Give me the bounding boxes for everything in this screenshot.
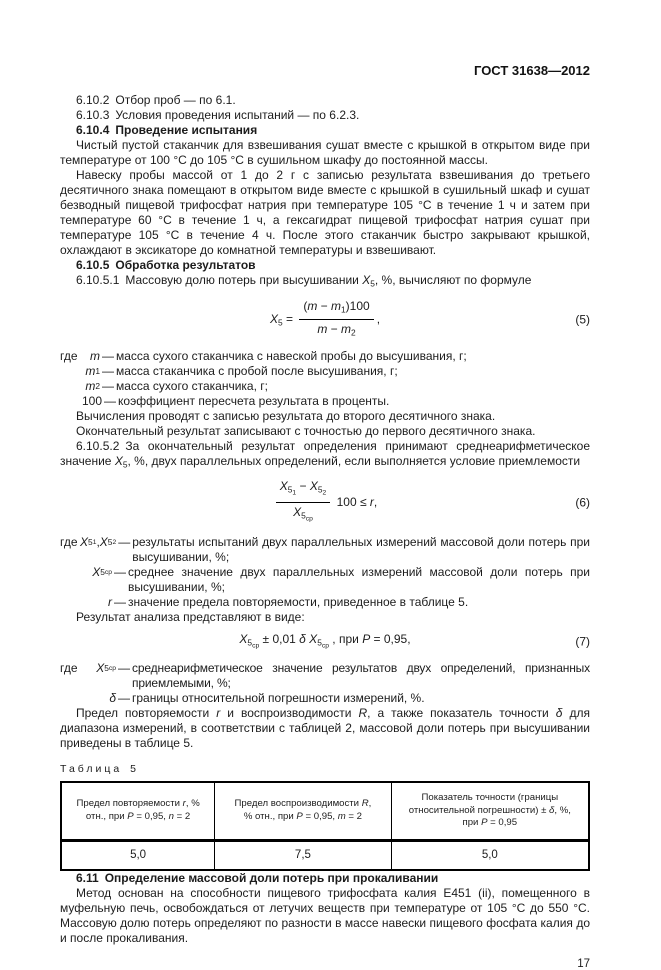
- where-word: где: [60, 661, 78, 676]
- where-word: где: [60, 534, 78, 549]
- term: X 5 ср: [92, 564, 112, 579]
- term: r: [108, 594, 112, 609]
- table-5-header-accuracy: Показатель точности (границы относительной погрешности) ± δ, %, при P = 0,95: [391, 782, 589, 840]
- term: X 5 ср: [96, 661, 116, 676]
- formula-6-number: (6): [575, 495, 590, 510]
- table-5-header-reproducibility: Предел воспроизводимости R, % отн., при P = 0,95, m = 2: [215, 782, 391, 840]
- definition: результаты испытаний двух параллельных измерений массовой доли потерь при высушивании, %;: [132, 534, 590, 564]
- term: m: [90, 348, 100, 363]
- table-5-value-reproducibility: 7,5: [215, 840, 391, 870]
- formula-7-expression: $X_{5ср} \pm 0,01$ δ $X_{5ср}$ , при P = 0,95,: [239, 631, 411, 650]
- table-5-header-repeatability: Предел повторяемости r, % отн., при P = 0,95, n = 2: [61, 782, 215, 840]
- definition-row: [60, 349, 590, 364]
- page-number: 17: [577, 957, 590, 970]
- where-list-formula-6: [60, 535, 590, 610]
- formula-6-expression: $\frac{X_{51} - X_{52}}{X_{5ср}}$ 100 ≤ r,: [273, 479, 378, 527]
- where-list-formula-7: [60, 661, 590, 706]
- definition-row: [60, 364, 590, 379]
- formula-7: [60, 632, 590, 653]
- note-calculation-precision: Вычисления проводят с записью результата до второго десятичного знака.: [76, 408, 496, 423]
- table-5: [60, 781, 590, 871]
- table-row: [61, 840, 589, 870]
- formula-6: [60, 479, 590, 527]
- dash: —: [118, 691, 130, 706]
- definition-row: [60, 595, 590, 610]
- definition-row: [60, 691, 590, 706]
- term: 100: [82, 393, 103, 408]
- paragraph-limits-reference: Предел повторяемости r и воспроизводимости R, а также показатель точности δ для диапазона измерений, в соответствии с таблицей 2, массовой доли потерь при высушивании приведены в таблице 5.: [60, 706, 590, 751]
- note-result-precision: Окончательный результат записывают с точностью до первого десятичного знака.: [76, 423, 536, 438]
- dash: —: [118, 661, 130, 676]
- table-5-value-accuracy: 5,0: [391, 840, 589, 870]
- term: δ: [109, 691, 116, 706]
- definition: среднеарифметическое значение результатов двух определений, признанных приемлемыми, %;: [132, 661, 590, 691]
- dash: —: [102, 378, 114, 393]
- doc-number-header: ГОСТ 31638—2012: [474, 63, 590, 78]
- table-5-header-row: [61, 782, 589, 840]
- dash: —: [102, 348, 114, 363]
- term: X 5 1 , X 5 2: [80, 534, 117, 549]
- paragraph-drying-1: Чистый пустой стаканчик для взвешивания сушат вместе с крышкой в открытом виде при температуре от 100 °С до 105 °С в сушильном шкафу до постоянной массы.: [60, 138, 590, 167]
- where-word: где: [60, 348, 78, 363]
- heading-6-11: 6.11 Определение массовой доли потерь при прокаливании: [76, 870, 439, 885]
- definition-row: [60, 394, 590, 409]
- definition: границы относительной погрешности измерений, %.: [132, 691, 425, 706]
- clause-6-10-5-1: 6.10.5.1 Массовую долю потерь при высушивании $X_5$, %, вычисляют по формуле: [76, 273, 532, 289]
- formula-7-number: (7): [575, 634, 590, 649]
- paragraph-drying-2: Навеску пробы массой от 1 до 2 г с записью результата взвешивания до третьего десятичного знака помещают в открытом виде вместе с крышкой в сушильный шкаф и сушат безводный пищевой трифосфат натрия при температуре 105 °С в течение 1 ч и затем при температуре 60 °С в течение 1 ч, а гексагидрат пищевой трифосфат натрия сушат при температуре 105 °С в течение 4 ч. После этого стаканчик быстро закрывают крышкой, охлаждают в эксикаторе до комнатной температуры и взвешивают.: [60, 168, 590, 257]
- definition: масса сухого стаканчика с навеской пробы до высушивания, г;: [116, 348, 467, 363]
- term: m 2: [85, 378, 100, 393]
- definition: масса стаканчика с пробой после высушивания, г;: [116, 363, 398, 378]
- dash: —: [118, 534, 131, 549]
- clause-6-10-3: 6.10.3 Условия проведения испытаний — по 6.2.3.: [76, 108, 360, 122]
- definition-row: [60, 379, 590, 394]
- table-caption-number: 5: [130, 763, 137, 776]
- table-5-value-repeatability: 5,0: [61, 840, 215, 870]
- definition: среднее значение двух параллельных измерений массовой доли потерь при высушивании, %;: [128, 564, 590, 594]
- formula-5-expression: $X_5$ = $\frac{(m - m_1)100}{m - m_2}$ ,: [269, 298, 381, 338]
- definition-row: [60, 661, 590, 691]
- definition: масса сухого стаканчика, г;: [116, 378, 268, 393]
- definition-row: [60, 535, 590, 565]
- definition: коэффициент пересчета результата в проценты.: [118, 393, 390, 408]
- table-caption-word: Таблица: [60, 763, 123, 776]
- formula-5: [60, 299, 590, 341]
- dash: —: [102, 363, 114, 378]
- definition: значение предела повторяемости, приведенное в таблице 5.: [128, 594, 469, 609]
- dash: —: [114, 564, 126, 579]
- heading-6-10-5: 6.10.5 Обработка результатов: [76, 258, 256, 272]
- table-caption: [60, 763, 590, 775]
- paragraph-6-11-method: Метод основан на способности пищевого трифосфата калия Е451 (ii), помещенного в муфельную печь, освобождаться от летучих веществ при температуре от 105 °С до 550 °С. Массовую долю потерь определяют по разности в массе навески пищевого фосфата калия до и после прокаливания.: [60, 885, 590, 945]
- dash: —: [104, 393, 117, 408]
- term: m 1: [85, 363, 100, 378]
- dash: —: [114, 594, 126, 609]
- heading-6-10-4: 6.10.4 Проведение испытания: [76, 123, 258, 137]
- formula-5-number: (5): [575, 312, 590, 327]
- clause-6-10-5-2: 6.10.5.2 За окончательный результат определения принимают среднеарифметическое значение $X_5$, %, двух параллельных определений, если выполняется условие приемлемости: [60, 438, 590, 470]
- clause-6-10-2: 6.10.2 Отбор проб — по 6.1.: [76, 93, 236, 107]
- where-list-formula-5: [60, 349, 590, 409]
- definition-row: [60, 565, 590, 595]
- result-presentation-intro: Результат анализа представляют в виде:: [76, 609, 305, 624]
